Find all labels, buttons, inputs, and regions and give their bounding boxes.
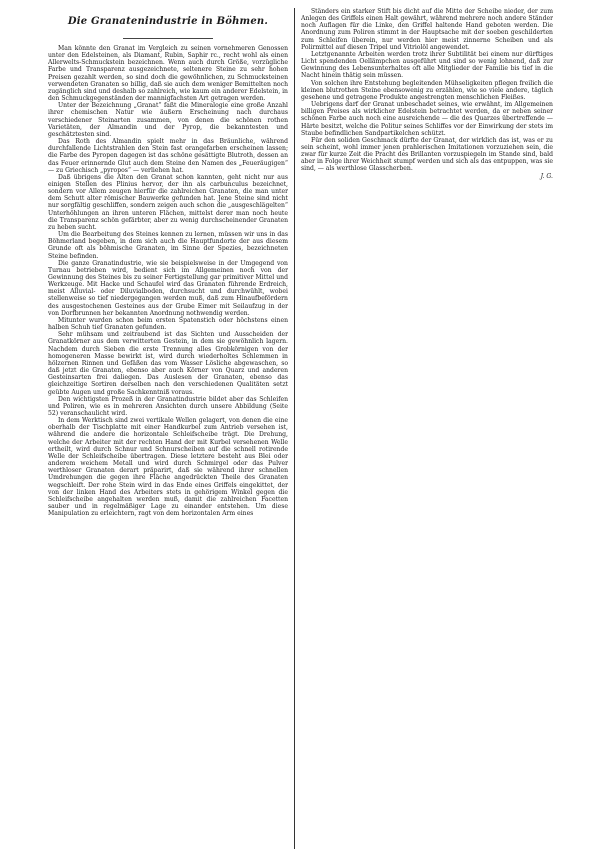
article-paragraph: Um die Bearbeitung des Steines kennen zu lernen, müssen wir uns in das Böhmerland begeben, in dem sich auch die Hauptfundorte der aus diesem Grunde oft als böhmische Granaten, im Sinne der Spezies, bezeichneten Steine befinden. (48, 231, 288, 260)
title-divider (123, 38, 213, 39)
left-column (48, 8, 288, 849)
article-paragraph: Die ganze Granatindustrie, wie sie beispielsweise in der Umgegend von Turnau betrieben wird, bedient sich im Allgemeinen noch von der Gewinnung des Steines bis zu seiner Fertigstellung gar primitiver Mittel und Werkzeuge. Mit Hacke und Schaufel wird das Granaten führende Erdreich, meist Alluvial- oder Diluvialboden, durchsucht und durchwühlt, wobei stellenweise so tief niedergegangen werden muß, daß zum Hinaufbefördern des ausgestochenen Gesteines aus der Grube Eimer mit Seilaufzug in der von Dorfbrunnen her bekannten Anordnung nothwendig werden. (48, 259, 288, 317)
article-title: Die Granatenindustrie in Böhmen. (67, 16, 269, 27)
article-paragraph: Von solchen ihre Entstehung begleitenden Mühseligkeiten pflegen freilich die kleinen blutrothen Steine ebensowenig zu erzählen, wie so viele andere, täglich gesehene und getragene Produkte angestrengten menschlichen Fleißes. (301, 79, 553, 101)
article-paragraph: Letztgenannte Arbeiten werden trotz ihrer Subtilität bei einem nur dürftiges Licht spendenden Oellämpchen ausgeführt und sind so wenig lohnend, daß zur Gewinnung des Lebensunterhaltes oft alle Mitglieder der Familie bis tief in die Nacht hinein thätig sein müssen. (301, 50, 553, 80)
article-paragraph: In dem Werktisch sind zwei vertikale Wellen gelagert, von denen die eine oberhalb der Tischplatte mit einer Handkurbel zum Antrieb versehen ist, während die andere die horizontale Schleifscheibe trägt. Die Drehung, welche der Arbeiter mit der rechten Hand der mit Kurbel versehenen Welle ertheilt, wird durch Schnur und Schnurscheiben auf die schnell rotirende Welle der Schleifscheibe übertragen. Diese letztere besteht aus Blei oder anderem weichem Metall und wird durch Schmirgel oder das Pulver werthloser Granaten derart präparirt, daß sie während ihrer schnellen Umdrehungen die gegen ihre Fläche angedrückten Theile des Granaten wegschleift. Der rohe Stein wird in das Ende eines Griffels eingekittet, der von der linken Hand des Arbeiters stets in gehörigem Winkel gegen die Schleifscheibe angehalten werden muß, damit die zahlreichen Facetten sauber und in regelmäßiger Lage zu einander entstehen. Um diese Manipulation zu erleichtern, ragt von dem horizontalen Arm eines (48, 417, 288, 518)
right-column (301, 8, 553, 849)
author-signature: J. G. (540, 172, 553, 180)
article-paragraph: Uebrigens darf der Granat unbeschadet seines, wie erwähnt, im Allgemeinen billigen Preises als wirklicher Edelstein betrachtet werden, da er neben seiner schönen Farbe auch noch eine ausreichende — die des Quarzes übertreffende — Härte besitzt, welche die Politur seines Schliffes vor der Einwirkung der stets im Staube befindlichen Sandpartikelchen schützt. (301, 101, 553, 137)
article-paragraph: Man könnte den Granat im Vergleich zu seinen vornehmeren Genossen unter den Edelsteinen, als Diamant, Rubin, Saphir rc., recht wohl als einen Allerwelts-Schmuckstein bezeichnen. Wenn auch durch Größe, vorzügliche Farbe und Transparenz ausgezeichnete, seltenere Steine zu sehr hohen Preisen gezahlt werden, so sind doch die gewöhnlichen, zu Schmucksteinen verwendeten Granaten so billig, daß sie auch dem weniger Bemittelten noch zugänglich sind und deshalb so zahlreich, wie kaum ein anderer Edelstein, in den Schmuckgegenständen der mannigfachsten Art getragen werden. (48, 45, 288, 103)
column-divider (294, 8, 295, 849)
article-paragraph: Unter der Bezeichnung „Granat“ faßt die Mineralogie eine große Anzahl ihrer chemischen Natur wie äußern Erscheinung nach durchaus verschiedener Steinarten zusammen, von denen die schönen rothen Varietäten, der Almandin und der Pyrop, die bekanntesten und geschätztesten sind. (48, 102, 288, 138)
article-paragraph: Mitunter wurden schon beim ersten Spatenstich oder höchstens einen halben Schuh tief Granaten gefunden. (48, 316, 288, 332)
article-paragraph: Daß übrigens die Alten den Granat schon kannten, geht nicht nur aus einigen Stellen des Plinius hervor, der ihn als carbunculus bezeichnet, sondern vor Allem zeugen hierfür die zahlreichen Granaten, die man unter dem Schutt alter römischer Bauwerke gefunden hat. Jene Steine sind nicht nur sorgfältig geschliffen, sondern zeigen auch schon die „ausgeschlägelten“ Unterhöhlungen an ihren unteren Flächen, mittelst derer man noch heute die Transparenz schön gefärbter, aber zu wenig durchscheinender Granaten zu heben sucht. (48, 173, 288, 231)
article-paragraph: Den wichtigsten Prozeß in der Granatindustrie bildet aber das Schleifen und Poliren, wie es in mehreren Ansichten durch unsere Abbildung (Seite 52) veranschaulicht wird. (48, 395, 288, 417)
article-paragraph: Für den soliden Geschmack dürfte der Granat, der wirklich das ist, was er zu sein scheint, wohl immer jenen prahlerischen Imitationen vorzuziehen sein, die zwar für kurze Zeit die Pracht des Brillanten vorzuspiegeln im Stande sind, bald aber in Folge ihrer Weichheit stumpf werden und sich als das entpuppen, was sie sind, — als werthlose Glasscherben. (301, 136, 553, 173)
article-paragraph: Sehr mühsam und zeitraubend ist das Sichten und Ausscheiden der Granatkörner aus dem verwitterten Gestein, in dem sie gewöhnlich lagern. Nachdem durch Sieben die erste Trennung alles Grobkörnigen von der homogeneren Masse bewirkt ist, wird durch wiederholtes Schlemmen in hölzernen Rinnen und Gefäßen das vom Wasser Lösliche abgewaschen, so daß jetzt die Granaten, ebenso aber auch Körner von Quarz und anderen Gesteinsarten frei daliegen. Das Auslesen der Granaten, ebenso das gleichzeitige Sortiren derselben nach den verschiedenen Qualitäten setzt geübte Augen und große Sachkenntniß voraus. (48, 331, 288, 396)
article-paragraph: Ständers ein starker Stift bis dicht auf die Mitte der Scheibe nieder, der zum Anlegen des Griffels einen Halt gewährt, während mehrere noch andere Ständer noch Auflagen für die Linke, den Griffel haltende Hand geboten werden. Die Anordnung zum Poliren stimmt in der Hauptsache mit der soeben geschilderten zum Schleifen überein, nur werden hier meist zinnerne Scheiben und als Polirmittel auf diesen Tripel und Vitriolöl angewendet. (301, 8, 553, 51)
article-paragraph: Das Roth des Almandin spielt mehr in das Bräunliche, während durchfallende Lichtstrahlen den Stein fast orangefarben erscheinen lassen; die Farbe des Pyropen dagegen ist das schöne gesättigte Blutroth, dessen an das Feuer erinnernde Glut auch dem Steine den Namen des „Feueräugigen“ — zu Griechisch „pyropos“ — verliehen hat. (48, 138, 288, 174)
